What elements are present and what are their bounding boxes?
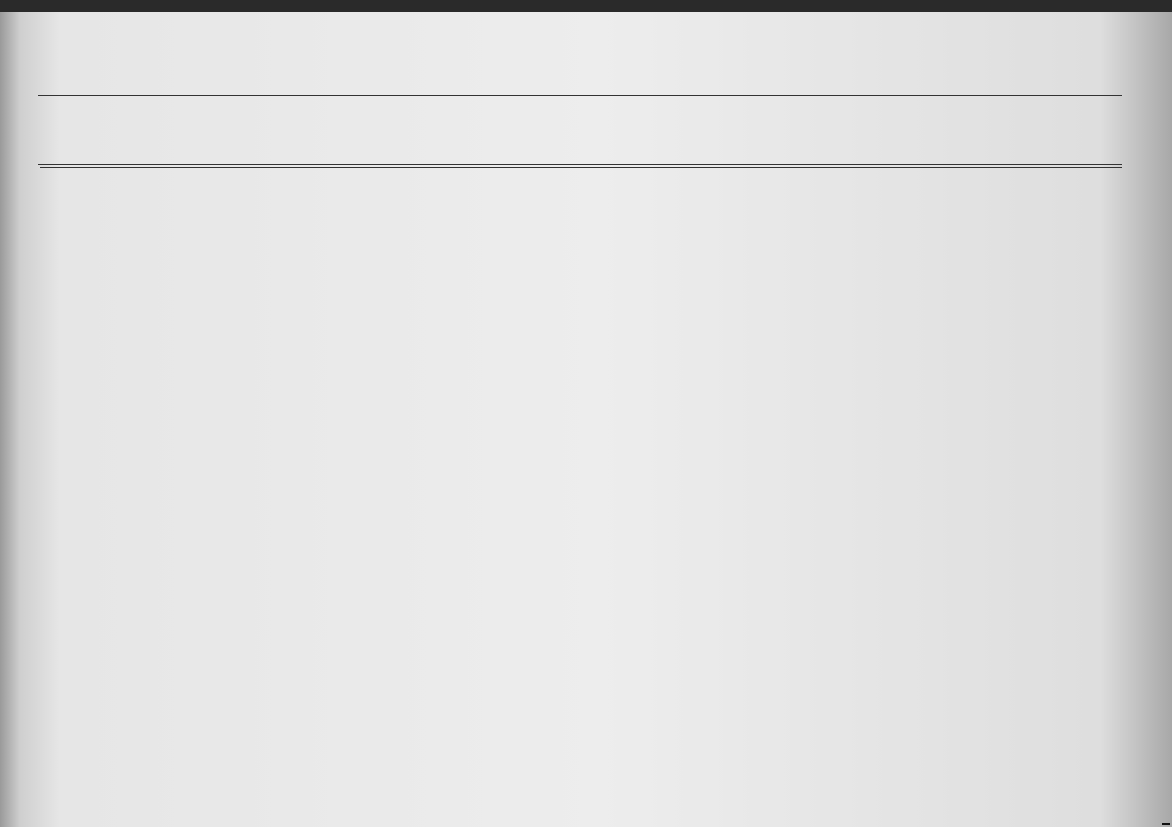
table-row <box>40 401 1120 414</box>
table-row <box>40 671 1120 684</box>
table-row <box>40 192 1120 205</box>
rule-horizontal <box>38 95 1122 96</box>
table-row <box>40 376 1120 389</box>
table-row <box>40 413 1120 426</box>
table-row <box>40 327 1120 340</box>
table-row <box>40 708 1120 721</box>
table-row <box>40 696 1120 709</box>
table-row <box>40 745 1120 758</box>
table-row <box>40 290 1120 303</box>
table-row <box>40 511 1120 524</box>
table-row <box>40 487 1120 500</box>
table-row <box>40 610 1120 623</box>
table-row <box>40 634 1120 647</box>
table-row <box>40 757 1120 770</box>
census-sheet <box>0 12 1172 827</box>
table-row <box>40 364 1120 377</box>
table-row <box>40 179 1120 192</box>
table-row <box>40 167 1120 180</box>
rule-horizontal <box>38 164 1122 165</box>
archive-banner <box>0 0 1172 12</box>
table-row <box>40 352 1120 365</box>
table-row <box>40 733 1120 746</box>
table-row <box>40 229 1120 242</box>
table-row <box>40 278 1120 291</box>
table-row <box>40 253 1120 266</box>
table-row <box>40 659 1120 672</box>
table-row <box>40 388 1120 401</box>
table-row <box>40 721 1120 734</box>
table-row <box>40 339 1120 352</box>
table-row <box>40 315 1120 328</box>
table-row <box>40 475 1120 488</box>
table-row <box>40 647 1120 660</box>
table-row <box>40 536 1120 549</box>
table-row <box>40 770 1120 783</box>
table-row <box>40 462 1120 475</box>
table-row <box>40 265 1120 278</box>
table-row <box>40 450 1120 463</box>
table-row <box>40 622 1120 635</box>
table-row <box>40 548 1120 561</box>
table-row <box>40 524 1120 537</box>
table-row <box>40 561 1120 574</box>
table-row <box>40 585 1120 598</box>
table-row <box>40 204 1120 217</box>
table-row <box>40 438 1120 451</box>
table-row <box>40 598 1120 611</box>
table-row <box>40 216 1120 229</box>
table-row <box>40 499 1120 512</box>
table-row <box>40 425 1120 438</box>
table-row <box>40 573 1120 586</box>
copyright-notice <box>1162 823 1170 825</box>
table-row <box>40 241 1120 254</box>
table-row <box>40 302 1120 315</box>
table-row <box>40 684 1120 697</box>
